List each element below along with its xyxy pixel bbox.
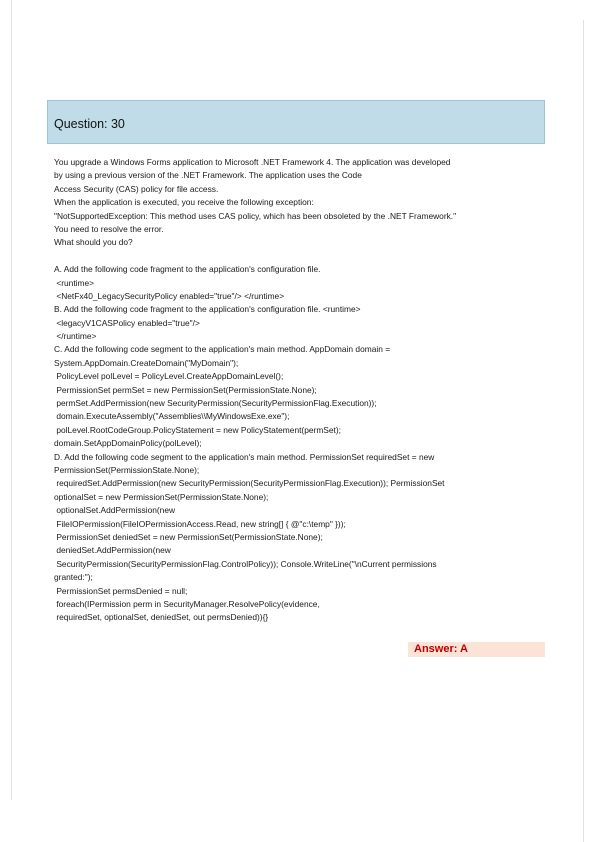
option-line: D. Add the following code segment to the application's main method. PermissionSet requiredSet = new [54,451,435,462]
option-line: requiredSet.AddPermission(new SecurityPermission(SecurityPermissionFlag.Execution)); PermissionSet [54,478,445,489]
stem-line: When the application is executed, you receive the following exception: [54,197,314,208]
option-line: optionalSet.AddPermission(new [54,505,176,516]
option-line: </runtime> [54,331,97,342]
option-line: optionalSet = new PermissionSet(PermissionState.None); [54,491,269,502]
option-line: granted:"); [54,572,93,583]
question-stem [54,156,544,250]
page-edge-left [11,0,12,800]
stem-line: "NotSupportedException: This method uses CAS policy, which has been obsoleted by the .NET Framework." [54,210,457,221]
option-line: PolicyLevel polLevel = PolicyLevel.CreateAppDomainLevel(); [54,371,284,382]
stem-line: What should you do? [54,237,133,248]
option-line: System.AppDomain.CreateDomain("MyDomain"); [54,357,239,368]
option-line: PermissionSet deniedSet = new PermissionSet(PermissionState.None); [54,531,323,542]
option-line: <legacyV1CASPolicy enabled="true"/> [54,317,200,328]
option-line: PermissionSet permsDenied = null; [54,585,188,596]
option-line: domain.ExecuteAssembly("Assemblies\\MyWindowsExe.exe"); [54,411,290,422]
stem-line: by using a previous version of the .NET Framework. The application uses the Code [54,170,362,181]
stem-line: You upgrade a Windows Forms application to Microsoft .NET Framework 4. The application was developed [54,157,451,167]
option-line: PermissionSet permSet = new PermissionSet(PermissionState.None); [54,384,317,395]
stem-line: Access Security (CAS) policy for file access. [54,183,219,194]
option-line: PermissionSet(PermissionState.None); [54,464,200,475]
option-line: polLevel.RootCodeGroup.PolicyStatement = new PolicyStatement(permSet); [54,424,341,435]
option-line: permSet.AddPermission(new SecurityPermission(SecurityPermissionFlag.Execution)); [54,398,377,409]
option-line: foreach(IPermission perm in SecurityManager.ResolvePolicy(evidence, [54,598,320,609]
option-line: C. Add the following code segment to the application's main method. AppDomain domain = [54,344,391,355]
question-header [47,100,545,144]
spacer [54,250,544,263]
option-line: <runtime> [54,277,95,288]
stem-line: You need to resolve the error. [54,223,164,234]
option-line: FileIOPermission(FileIOPermissionAccess.Read, new string[] { @"c:\temp" })); [54,518,346,529]
option-line: domain.SetAppDomainPolicy(polLevel); [54,438,202,449]
option-line: B. Add the following code fragment to the application's configuration file. <runtime> [54,304,361,315]
answer-box [408,642,545,657]
option-line: requiredSet, optionalSet, deniedSet, out permsDenied)){} [54,612,269,623]
question-title: Question: 30 [54,117,125,131]
answer-label: Answer: A [414,643,468,655]
option-line: A. Add the following code fragment to the application's configuration file. [54,264,321,275]
option-line: SecurityPermission(SecurityPermissionFlag.ControlPolicy)); Console.WriteLine("\nCurrent permissions [54,558,437,569]
answer-options [54,263,544,625]
question-body [54,156,544,625]
option-line: <NetFx40_LegacySecurityPolicy enabled="true"/> </runtime> [54,290,285,301]
page-edge-right [583,20,584,842]
option-line: deniedSet.AddPermission(new [54,545,171,556]
